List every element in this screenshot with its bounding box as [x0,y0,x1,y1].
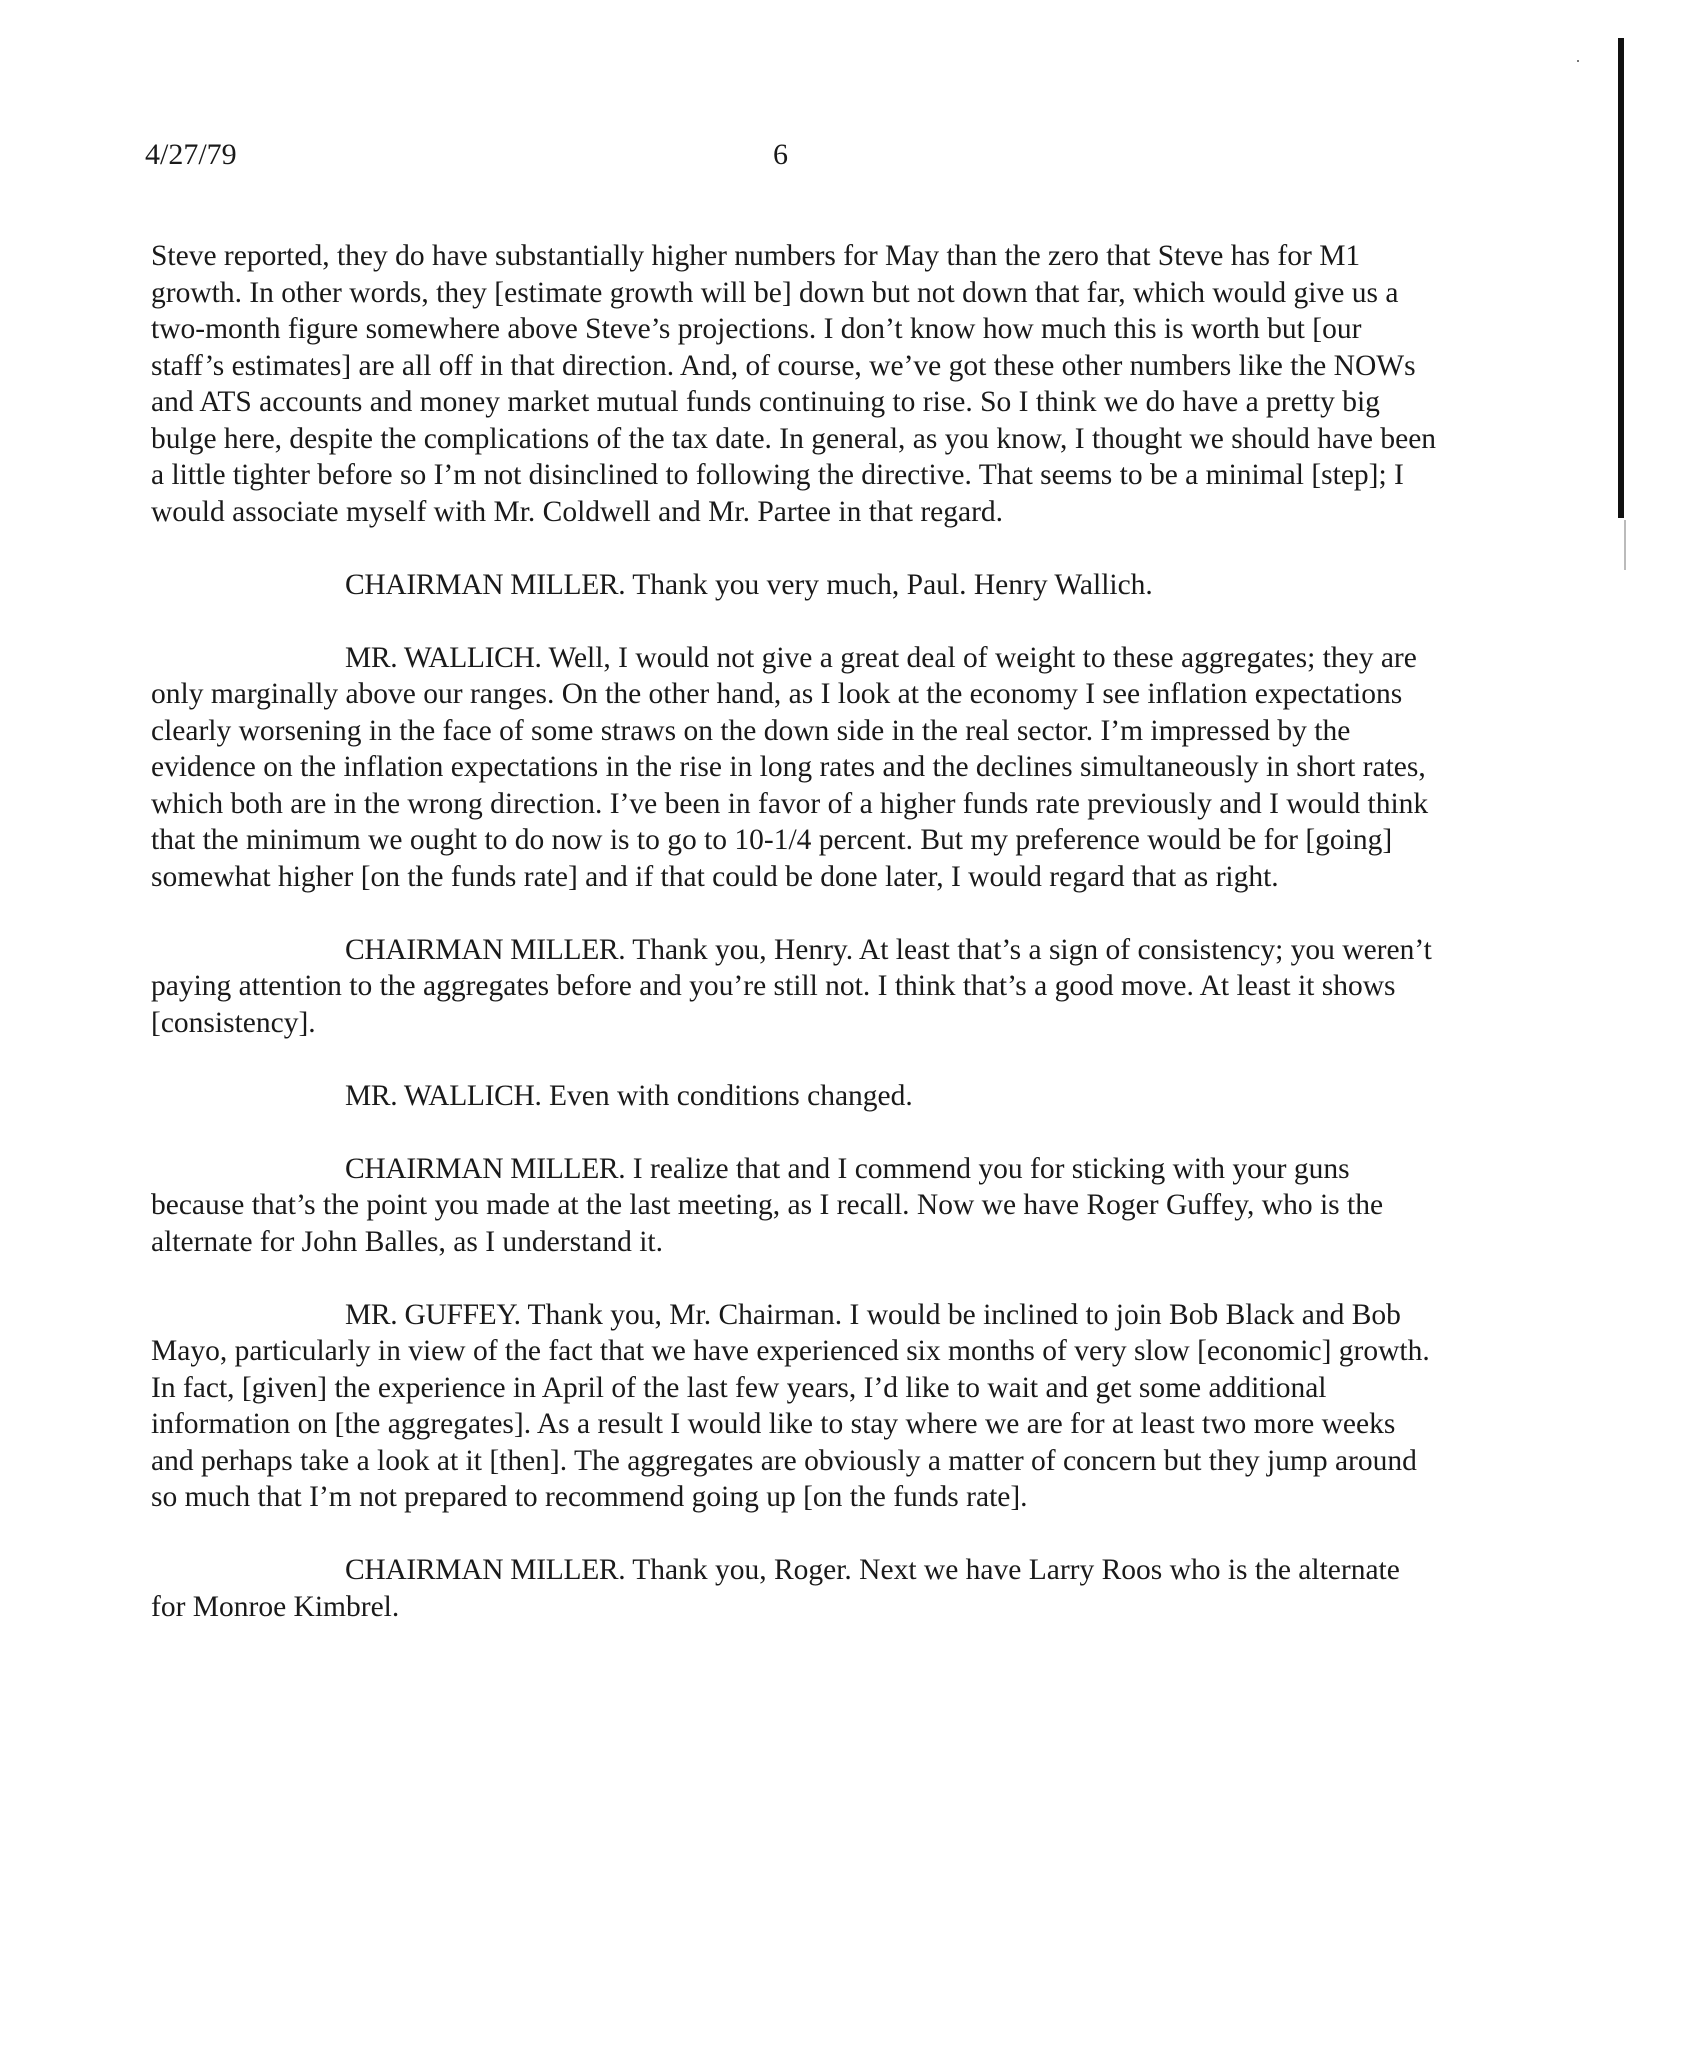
paragraph-text: Thank you, Mr. Chairman. I would be inclined to join Bob Black and Bob Mayo, particularly in view of the fact that we have experienced six months of very slow [economic] growth. In fact, [given] the experience in April of the last few years, I’d like to wait and get some additional information on [the aggregates]. As a result I would like to stay where we are for at least two more weeks and perhaps take a look at it [then]. The aggregates are obviously a matter of concern but they jump around so much that I’m not prepared to recommend going up [on the funds rate]. [151,1298,1430,1513]
speaker-turn [151,1078,1441,1115]
speaker-label: CHAIRMAN MILLER. [345,933,626,966]
paragraph-text: Thank you, Henry. At least that’s a sign of consistency; you weren’t paying attention to the aggregates before and you’re still not. I think that’s a good move. At least it shows [consistency]. [151,933,1432,1039]
speaker-label: MR. WALLICH. [345,1079,542,1112]
scan-speck [1577,60,1579,62]
paragraph-text: Thank you, Roger. Next we have Larry Roos who is the alternate for Monroe Kimbrel. [151,1554,1400,1623]
speaker-turn [151,1552,1441,1625]
paragraph-text: I realize that and I commend you for sticking with your guns because that’s the point you made at the last meeting, as I recall. Now we have Roger Guffey, who is the alternate for John Balles, as I understand it. [151,1152,1384,1258]
speaker-turn [151,640,1441,896]
header-date: 4/27/79 [145,138,237,171]
speaker-label: CHAIRMAN MILLER. [345,1152,626,1185]
speaker-turn [151,567,1441,604]
speaker-label: CHAIRMAN MILLER. [345,568,626,601]
margin-change-bar [1618,38,1624,518]
transcript-body [151,238,1441,1662]
speaker-turn [151,1297,1441,1516]
paragraph-text: Well, I would not give a great deal of weight to these aggregates; they are only marginally above our ranges. On the other hand, as I look at the economy I see inflation expectations clearly worsening in the face of some straws on the down side in the real sector. I’m impressed by the evidence on the inflation expectations in the rise in long rates and the declines simultaneously in short rates, which both are in the wrong direction. I’ve been in favor of a higher funds rate previously and I would think that the minimum we ought to do now is to go to 10-1/4 percent. But my preference would be for [going] somewhat higher [on the funds rate] and if that could be done later, I would regard that as right. [151,641,1429,893]
paragraph-text: Even with conditions changed. [549,1079,913,1112]
paragraph-continuation [151,238,1441,530]
speaker-label: MR. GUFFEY. [345,1298,521,1331]
page-number: 6 [773,138,788,171]
page-header [145,138,1445,178]
speaker-turn [151,1151,1441,1261]
speaker-label: CHAIRMAN MILLER. [345,1554,626,1586]
margin-change-bar-tail [1624,520,1626,570]
speaker-label: MR. WALLICH. [345,641,542,674]
speaker-turn [151,932,1441,1042]
paragraph-text: Thank you very much, Paul. Henry Wallich. [632,568,1153,601]
paragraph-text: Steve reported, they do have substantially higher numbers for May than the zero that Steve has for M1 growth. In other words, they [estimate growth will be] down but not down that far, which would give us a two-month figure somewhere above Steve’s projections. I don’t know how much this is worth but [our staff’s estimates] are all off in that direction. And, of course, we’ve got these other numbers like the NOWs and ATS accounts and money market mutual funds continuing to rise. So I think we do have a pretty big bulge here, despite the complications of the tax date. In general, as you know, I thought we should have been a little tighter before so I’m not disinclined to following the directive. That seems to be a minimal [step]; I would associate myself with Mr. Coldwell and Mr. Partee in that regard. [151,240,1437,528]
